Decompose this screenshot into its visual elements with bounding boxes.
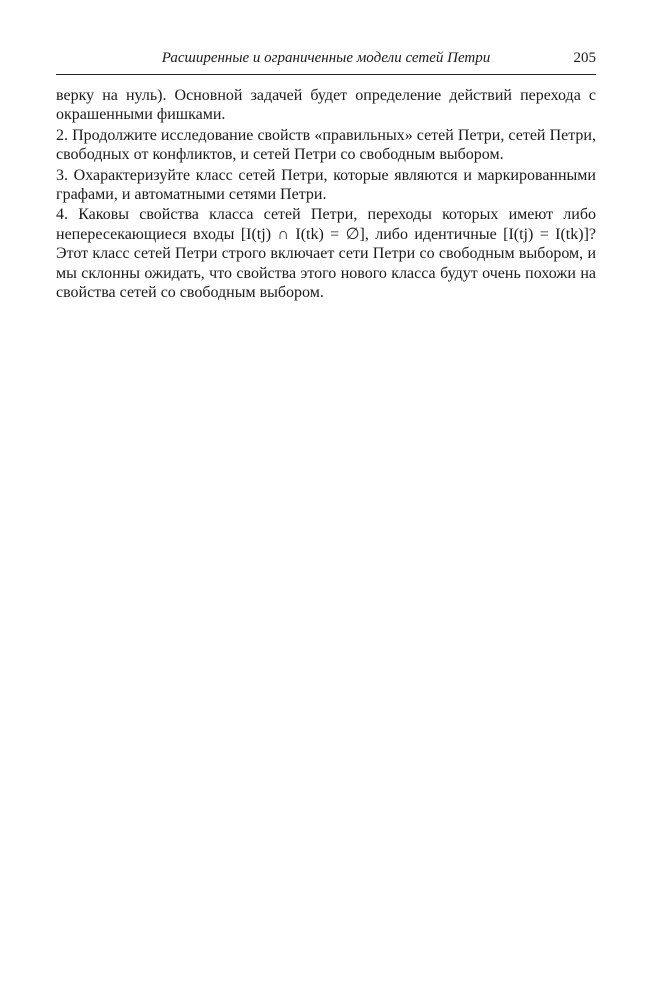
paragraph-continuation: верку на нуль). Основной задачей будет определение действий перехода с окрашенными фишками. <box>56 87 596 124</box>
exercise-4: 4. Каковы свойства класса сетей Петри, переходы которых имеют либо непересекающиеся входы [I(tj) ∩ I(tk) = ∅], либо идентичные [I(tj) = I(tk)]? Этот класс сетей Петри строго включает сети Петри со свободным выбором, и мы склонны ожидать, что свойства этого нового класса будут очень похожи на свойства сетей со свободным выбором. <box>56 206 596 302</box>
exercise-2: 2. Продолжите исследование свойств «правильных» сетей Петри, сетей Петри, свободных от конфликтов, и сетей Петри со свободным выбором. <box>56 126 596 164</box>
exercise-3: 3. Охарактеризуйте класс сетей Петри, которые являются и маркированными графами, и автоматными сетями Петри. <box>56 166 596 204</box>
header-rule <box>56 74 596 75</box>
body-text <box>56 86 596 302</box>
running-title: Расширенные и ограниченные модели сетей Петри <box>161 50 491 66</box>
page-number: 205 <box>573 50 596 66</box>
page-header <box>56 50 596 72</box>
